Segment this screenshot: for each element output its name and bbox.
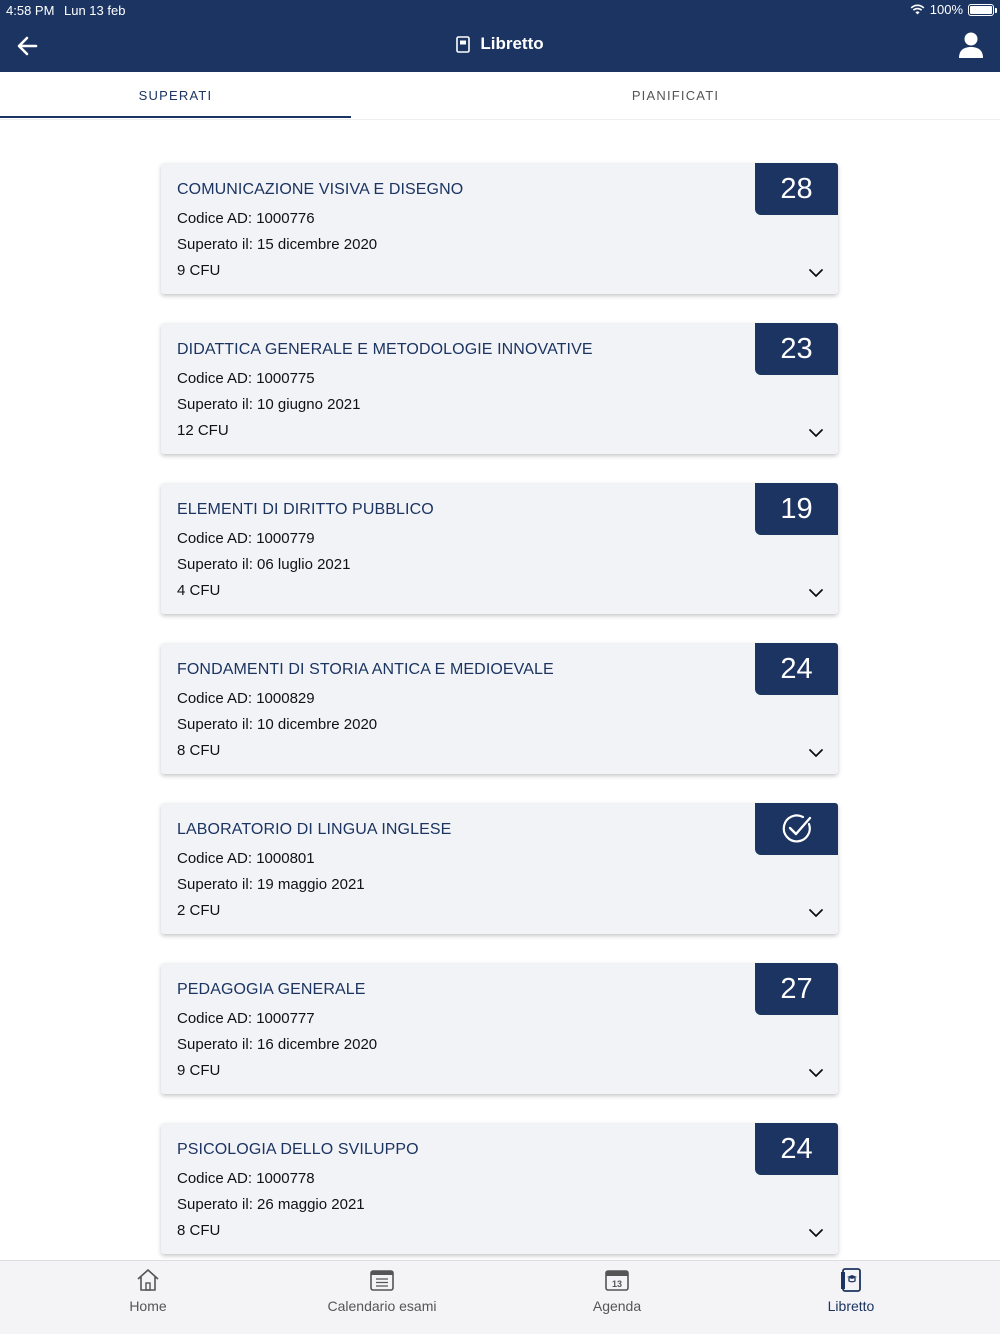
active-tab-indicator bbox=[0, 116, 351, 118]
exam-grade: 27 bbox=[755, 963, 838, 1015]
check-circle-icon bbox=[780, 812, 814, 846]
exam-date: Superato il: 15 dicembre 2020 bbox=[177, 236, 378, 253]
nav-label-calendario-esami: Calendario esami bbox=[327, 1298, 437, 1314]
exam-name: PEDAGOGIA GENERALE bbox=[177, 981, 366, 998]
nav-label-home: Home bbox=[129, 1298, 167, 1314]
page-title: Libretto bbox=[480, 34, 544, 53]
wifi-icon bbox=[910, 4, 925, 15]
exam-code: Codice AD: 1000779 bbox=[177, 530, 315, 547]
exam-list bbox=[161, 163, 838, 1283]
nav-item-home[interactable] bbox=[58, 1261, 238, 1334]
exam-card[interactable] bbox=[161, 803, 838, 934]
exam-date: Superato il: 16 dicembre 2020 bbox=[177, 1036, 378, 1053]
chevron-down-icon[interactable] bbox=[808, 907, 824, 919]
nav-item-libretto[interactable] bbox=[761, 1261, 941, 1334]
status-time: 4:58 PM bbox=[6, 3, 55, 18]
libretto-book-icon bbox=[838, 1267, 864, 1293]
exam-code: Codice AD: 1000776 bbox=[177, 210, 315, 227]
exam-grade: 24 bbox=[755, 1123, 838, 1175]
exam-name: LABORATORIO DI LINGUA INGLESE bbox=[177, 821, 452, 838]
chevron-down-icon[interactable] bbox=[808, 587, 824, 599]
exam-cfu: 8 CFU bbox=[177, 742, 221, 759]
exam-cfu: 8 CFU bbox=[177, 1222, 221, 1239]
chevron-down-icon[interactable] bbox=[808, 267, 824, 279]
exam-code: Codice AD: 1000829 bbox=[177, 690, 315, 707]
exam-date: Superato il: 10 giugno 2021 bbox=[177, 396, 361, 413]
battery-icon bbox=[968, 4, 994, 16]
status-date: Lun 13 feb bbox=[64, 3, 126, 18]
chevron-down-icon[interactable] bbox=[808, 427, 824, 439]
exam-cfu: 4 CFU bbox=[177, 582, 221, 599]
exam-name: PSICOLOGIA DELLO SVILUPPO bbox=[177, 1141, 419, 1158]
exam-code: Codice AD: 1000801 bbox=[177, 850, 315, 867]
exam-card[interactable] bbox=[161, 163, 838, 294]
svg-text:13: 13 bbox=[611, 1279, 623, 1289]
agenda-calendar-icon bbox=[604, 1267, 630, 1293]
chevron-down-icon[interactable] bbox=[808, 747, 824, 759]
nav-item-calendario-esami[interactable] bbox=[292, 1261, 472, 1334]
tab-pianificati[interactable]: PIANIFICATI bbox=[631, 88, 720, 103]
bottom-nav bbox=[0, 1260, 1000, 1334]
exam-cfu: 2 CFU bbox=[177, 902, 221, 919]
tab-bar bbox=[0, 72, 1000, 120]
exam-code: Codice AD: 1000775 bbox=[177, 370, 315, 387]
tab-superati[interactable]: SUPERATI bbox=[138, 88, 213, 103]
exam-card[interactable] bbox=[161, 643, 838, 774]
exam-date: Superato il: 26 maggio 2021 bbox=[177, 1196, 365, 1213]
exam-grade: 19 bbox=[755, 483, 838, 535]
exam-card[interactable] bbox=[161, 483, 838, 614]
profile-button[interactable] bbox=[956, 30, 986, 60]
chevron-down-icon[interactable] bbox=[808, 1227, 824, 1239]
exam-date: Superato il: 10 dicembre 2020 bbox=[177, 716, 378, 733]
exam-name: COMUNICAZIONE VISIVA E DISEGNO bbox=[177, 181, 464, 198]
exam-grade: 28 bbox=[755, 163, 838, 215]
exam-cfu: 9 CFU bbox=[177, 1062, 221, 1079]
calendar-list-icon bbox=[369, 1267, 395, 1293]
battery-percent: 100% bbox=[929, 2, 963, 17]
status-indicators bbox=[910, 2, 994, 17]
exam-card[interactable] bbox=[161, 963, 838, 1094]
exam-name: ELEMENTI DI DIRITTO PUBBLICO bbox=[177, 501, 434, 518]
exam-grade: 23 bbox=[755, 323, 838, 375]
exam-grade: 24 bbox=[755, 643, 838, 695]
app-header bbox=[0, 0, 1000, 72]
exam-name: FONDAMENTI DI STORIA ANTICA E MEDIOEVALE bbox=[177, 661, 554, 678]
exam-code: Codice AD: 1000778 bbox=[177, 1170, 315, 1187]
exam-card[interactable] bbox=[161, 1123, 838, 1254]
exam-date: Superato il: 19 maggio 2021 bbox=[177, 876, 365, 893]
exam-date: Superato il: 06 luglio 2021 bbox=[177, 556, 351, 573]
libretto-icon bbox=[456, 36, 470, 53]
exam-code: Codice AD: 1000777 bbox=[177, 1010, 315, 1027]
exam-cfu: 9 CFU bbox=[177, 262, 221, 279]
nav-label-agenda: Agenda bbox=[592, 1298, 642, 1314]
exam-grade bbox=[755, 803, 838, 855]
user-icon bbox=[956, 30, 986, 60]
nav-label-libretto: Libretto bbox=[827, 1298, 875, 1314]
nav-item-agenda[interactable] bbox=[527, 1261, 707, 1334]
chevron-down-icon[interactable] bbox=[808, 1067, 824, 1079]
exam-card[interactable] bbox=[161, 323, 838, 454]
home-icon bbox=[135, 1267, 161, 1293]
exam-name: DIDATTICA GENERALE E METODOLOGIE INNOVATIVE bbox=[177, 341, 593, 358]
page-title-wrap bbox=[0, 34, 1000, 58]
exam-cfu: 12 CFU bbox=[177, 422, 229, 439]
status-bar bbox=[0, 0, 1000, 22]
